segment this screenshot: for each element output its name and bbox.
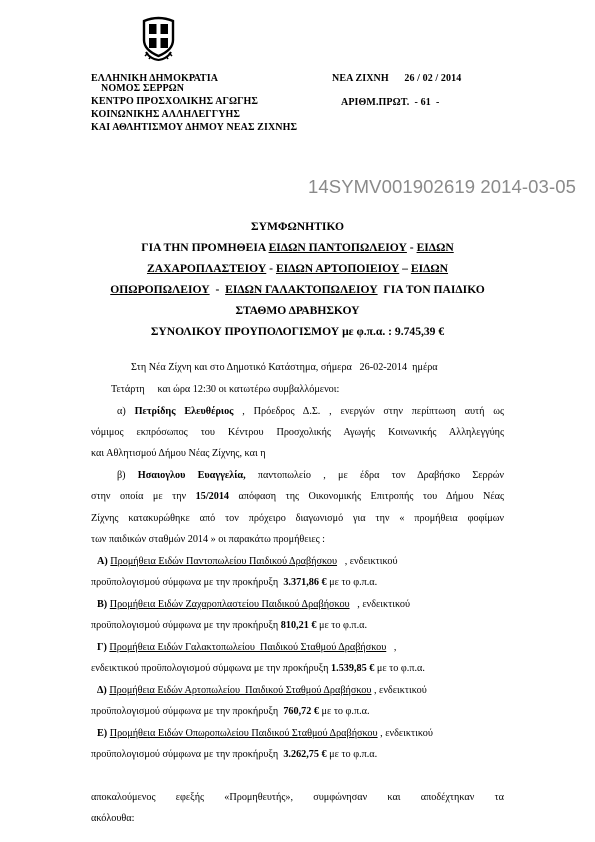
title-line-5: ΣΤΑΘΜΟ ΔΡΑΒΗΣΚΟΥ <box>235 304 360 317</box>
list-item: Ε) Προμήθεια Ειδών Οπωροπωλείου Παιδικού Σταθμού Δραβήσκου , ενδεικτικού <box>97 728 433 739</box>
party-b-line-3: Ζίχνης κατακυρώθηκε από τον πρόχειρο διαγωνισμό για την « προμήθεια φοφίμων <box>91 513 504 524</box>
party-a-line-3: και Αθλητισμού Δήμου Νέας Ζίχνης, και η <box>91 448 266 459</box>
list-item: Δ) Προμήθεια Ειδών Αρτοπωλείου Παιδικού Σταθμού Δραβήσκου , ενδεικτικού <box>97 685 427 696</box>
header-country: ΕΛΛΗΝΙΚΗ ΔΗΜΟΚΡΑΤΙΑ <box>91 73 219 84</box>
party-b-line-4: των παιδικών σταθμών 2014 » οι παρακάτω προμήθειες : <box>91 534 326 545</box>
ada-code: 14SYMV001902619 2014-03-05 <box>308 176 576 197</box>
intro-line-2: Τετάρτη και ώρα 12:30 οι κατωτέρω συμβαλλόμενοι: <box>111 384 340 395</box>
header-prefecture: ΝΟΜΟΣ ΣΕΡΡΩΝ <box>101 83 185 94</box>
list-item-cont: προϋπολογισμού σύμφωνα με την προκήρυξη 760,72 € με το φ.π.α. <box>91 706 370 717</box>
header-org-line3: ΚΑΙ ΑΘΛΗΤΙΣΜΟΥ ΔΗΜΟΥ ΝΕΑΣ ΖΙΧΝΗΣ <box>91 122 298 133</box>
header-place-date: ΝΕΑ ΖΙΧΝΗ 26 / 02 / 2014 <box>332 73 462 84</box>
party-b-line-2: στην οποία με την 15/2014 απόφαση της Οικονομικής Επιτροπής του Δήμου Νέας <box>91 491 504 502</box>
list-item: Γ) Προμήθεια Ειδών Γαλακτοπωλείου Παιδικού Σταθμού Δραβήσκου , <box>97 642 397 653</box>
party-b-line-1: β) Ησαιογλου Ευαγγελία, παντοπωλείο , με έδρα τον Δραβήσκο Σερρών <box>117 470 505 481</box>
title-line-4: ΟΠΩΡΟΠΩΛΕΙΟΥ - ΕΙΔΩΝ ΓΑΛΑΚΤΟΠΩΛΕΙΟΥ ΓΙΑ ΤΟΝ ΠΑΙΔΙΚΟ <box>110 283 485 296</box>
closing-line-1: αποκαλούμενος εφεξής «Προμηθευτής», συμφώνησαν και αποδέχτηκαν τα <box>91 792 504 803</box>
closing-line-2: ακόλουθα: <box>91 813 135 824</box>
header-org-line1: ΚΕΝΤΡΟ ΠΡΟΣΧΟΛΙΚΗΣ ΑΓΩΓΗΣ <box>91 96 259 107</box>
list-item: Β) Προμήθεια Ειδών Ζαχαροπλαστείου Παιδικού Δραβήσκου , ενδεικτικού <box>97 599 411 610</box>
intro-line-1: Στη Νέα Ζίχνη και στο Δημοτικό Κατάστημα, σήμερα 26-02-2014 ημέρα <box>131 362 438 373</box>
party-a-line-1: α) Πετρίδης Ελευθέριος , Πρόεδρος Δ.Σ. , ενεργών στην περίπτωση αυτή ως <box>117 406 504 417</box>
list-item-cont: προϋπολογισμού σύμφωνα με την προκήρυξη 810,21 € με το φ.π.α. <box>91 620 368 631</box>
list-item: Α) Προμήθεια Ειδών Παντοπωλείου Παιδικού Δραβήσκου , ενδεικτικού <box>97 556 398 567</box>
title-line-2: ΓΙΑ ΤΗΝ ΠΡΟΜΗΘΕΙΑ ΕΙΔΩΝ ΠΑΝΤΟΠΩΛΕΙΟΥ - ΕΙΔΩΝ <box>141 241 454 254</box>
title-line-3: ΖΑΧΑΡΟΠΛΑΣΤΕΙΟΥ - ΕΙΔΩΝ ΑΡΤΟΠΟΙΕΙΟΥ – ΕΙΔΩΝ <box>146 262 449 275</box>
list-item-cont: ενδεικτικού προϋπολογισμού σύμφωνα με την προκήρυξη 1.539,85 € με το φ.π.α. <box>91 663 425 674</box>
list-item-cont: προϋπολογισμού σύμφωνα με την προκήρυξη 3.371,86 € με το φ.π.α. <box>91 577 378 588</box>
greek-state-emblem-icon <box>141 12 176 62</box>
party-a-line-2: νόμιμος εκπρόσωπος του Κέντρου Προσχολικής Αγωγής Κοινωνικής Αλληλεγγύης <box>91 427 504 438</box>
header-org-line2: ΚΟΙΝΩΝΙΚΗΣ ΑΛΛΗΛΕΓΓΥΗΣ <box>91 109 241 120</box>
list-item-cont: προϋπολογισμού σύμφωνα με την προκήρυξη 3.262,75 € με το φ.π.α. <box>91 749 378 760</box>
title-budget-line: ΣΥΝΟΛΙΚΟΥ ΠΡΟΥΠΟΛΟΓΙΣΜΟΥ με φ.π.α. : 9.745,39 € <box>150 325 445 338</box>
header-protocol-number: ΑΡΙΘΜ.ΠΡΩΤ. - 61 - <box>341 97 440 108</box>
document-title: ΣΥΜΦΩΝΗΤΙΚΟ <box>251 220 344 233</box>
